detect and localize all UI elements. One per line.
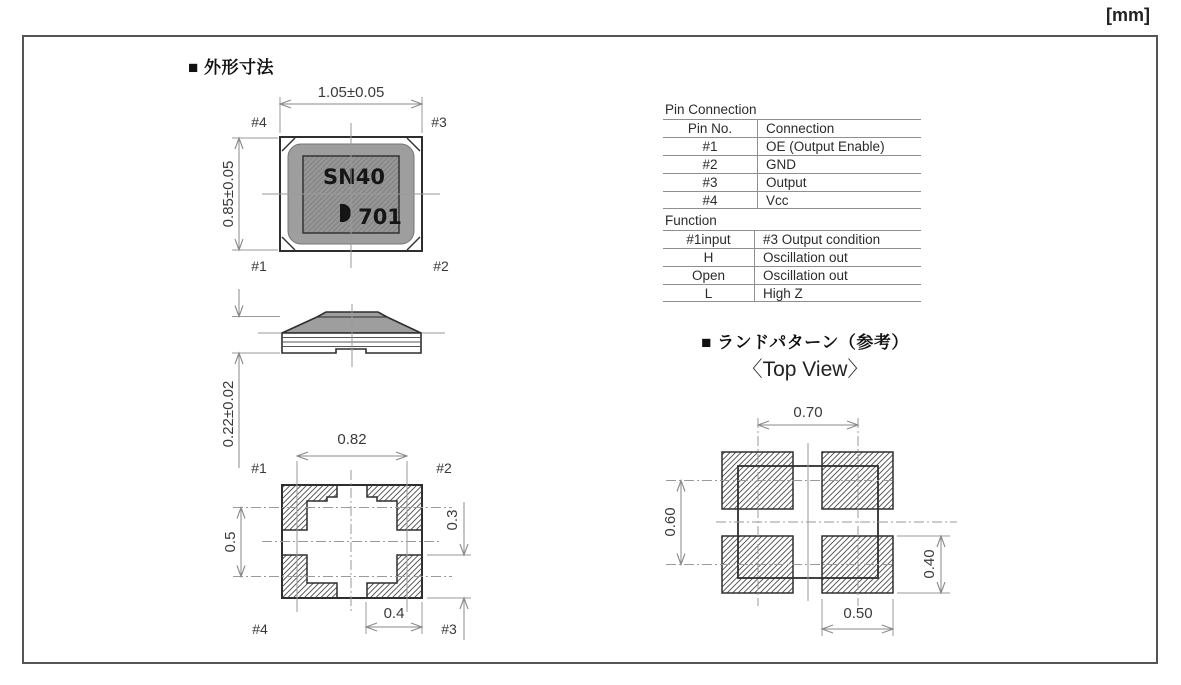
land-pattern-view [662,404,957,636]
table-row [663,173,921,191]
input-cell: L [663,285,755,301]
output-cell: Oscillation out [763,268,848,283]
land-pad-width-dim: 0.50 [843,605,873,622]
bottom-view-pin2-label: #2 [436,460,452,476]
connection-header: Connection [766,121,835,136]
outline-dimensions-heading: ■ 外形寸法 [188,58,274,77]
top-view-pin3-label: #3 [431,114,447,130]
pin-cell: #2 [663,156,758,173]
connection-cell: OE (Output Enable) [766,139,885,154]
top-view [220,84,449,274]
output-cell: High Z [763,285,803,301]
pin-cell: #1 [663,138,758,155]
input-header: #1input [663,231,755,248]
marking-date-code: 701 [358,205,402,229]
pin-no-header: Pin No. [663,120,758,137]
connection-cell: GND [766,157,796,172]
input-cell: H [663,249,755,266]
table-row [663,266,921,284]
table-row [663,284,921,302]
land-pitch-x-dim: 0.70 [793,404,823,421]
bottom-view [222,431,471,640]
top-view-pin1-label: #1 [251,258,267,274]
table-row [663,155,921,173]
land-pad-height-dim: 0.40 [921,549,938,579]
connection-cell: Output [766,175,807,190]
pin-connection-table [663,100,921,209]
unit-label: [mm] [1106,5,1150,25]
output-cell: Oscillation out [763,250,848,265]
function-header-row [663,230,921,248]
pin-connection-header-row [663,119,921,137]
connection-cell: Vcc [766,192,789,208]
top-view-width-dim: 1.05±0.05 [317,84,385,101]
side-view-thickness-dim: 0.22±0.02 [220,380,237,448]
output-condition-header: #3 Output condition [763,232,881,247]
bottom-view-width-dim: 0.82 [337,431,367,448]
top-view-pin4-label: #4 [251,114,267,130]
bottom-view-pin3-label: #3 [441,621,457,637]
pin-connection-title: Pin Connection [665,102,757,117]
table-row [663,191,921,209]
pin-cell: #4 [663,192,758,208]
bottom-view-pin1-label: #1 [251,460,267,476]
side-view [220,289,445,468]
bottom-view-pad-width-dim: 0.4 [383,605,405,622]
function-title: Function [665,213,717,228]
marking-product-code: SN40 [323,165,385,189]
pin-cell: #3 [663,174,758,191]
table-row [663,137,921,155]
bottom-view-pad-pitch-dim: 0.5 [222,531,239,553]
bottom-view-pin4-label: #4 [252,621,268,637]
land-pattern-top-view-label: 〈Top View〉 [741,358,869,381]
land-pattern-heading: ■ ランドパターン（参考） [701,333,909,352]
bottom-view-pad-height-dim: 0.3 [444,509,461,531]
input-cell: Open [663,267,755,284]
function-table [663,211,921,302]
top-view-height-dim: 0.85±0.05 [220,160,237,228]
top-view-pin2-label: #2 [433,258,449,274]
land-pitch-y-dim: 0.60 [662,507,679,537]
table-row [663,248,921,266]
